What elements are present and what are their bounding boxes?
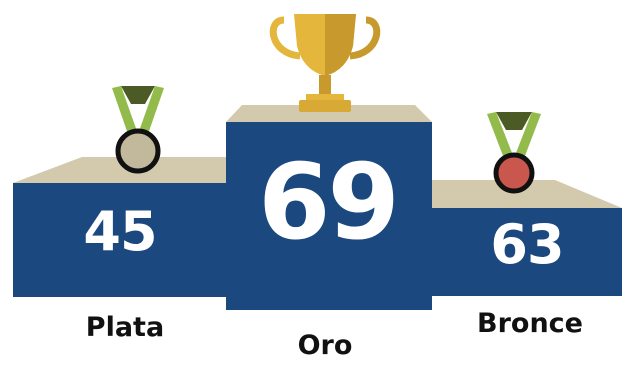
bronze-score: 63 [490,213,564,276]
silver-medal-icon [112,86,164,171]
bronze-place-label: Bronce [477,308,583,339]
silver-place-label: Plata [85,312,165,343]
gold-score: 69 [258,141,397,263]
trophy-icon [273,14,377,112]
gold-place-label: Oro [297,330,353,361]
bronze-medal-icon [487,112,541,191]
silver-score: 45 [83,200,157,263]
